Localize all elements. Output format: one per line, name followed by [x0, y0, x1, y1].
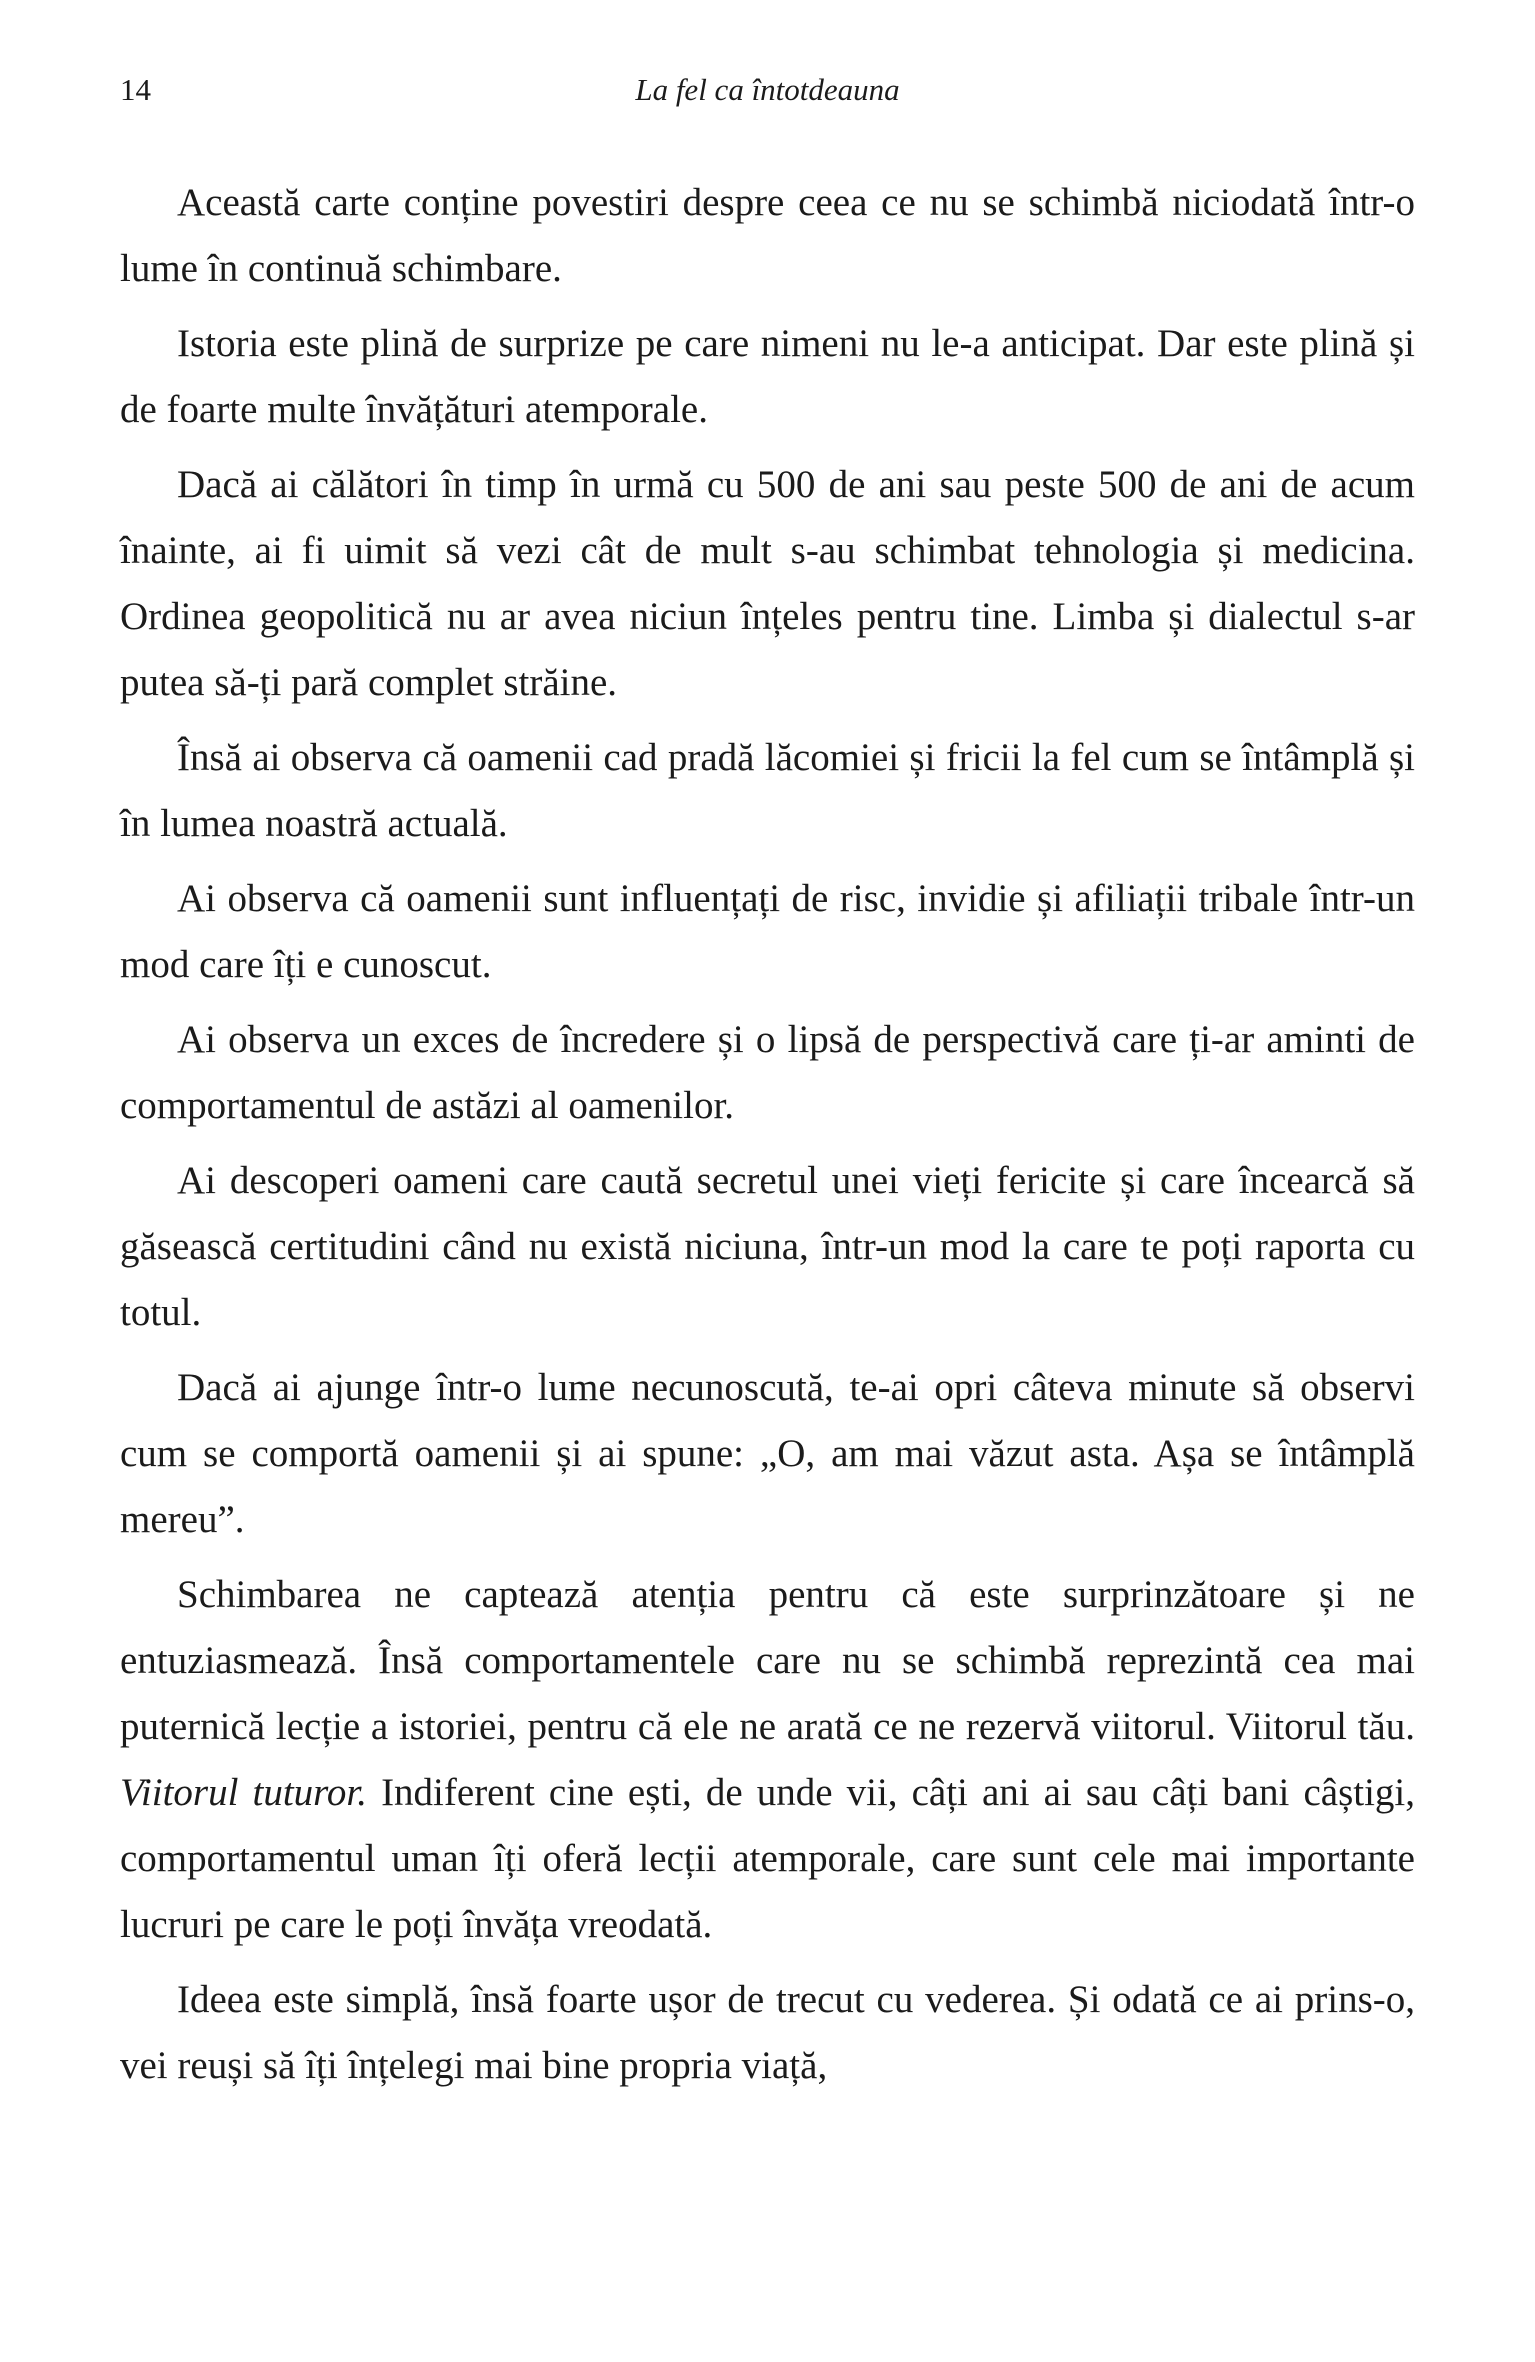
page-number: 14 [120, 72, 151, 107]
paragraph-text: Ideea este simplă, însă foarte ușor de trecut cu vederea. Și odată ce ai prins-o, vei reuși să îți înțelegi mai bine propria viață, [120, 1978, 1415, 2087]
paragraph [120, 1148, 1415, 1346]
paragraph-text: Schimbarea ne captează atenția pentru că este surprinzătoare și ne entuziasmează. Însă comportamentele care nu se schimbă reprezintă cea mai puternică lecție a istoriei, pentru că ele ne arată ce ne rezervă viitorul. Viitorul tău. [120, 1573, 1415, 1748]
paragraph-text: Ai descoperi oameni care caută secretul unei vieți fericite și care încearcă să găsească certitudini când nu există niciuna, într-un mod la care te poți raporta cu totul. [120, 1159, 1415, 1334]
paragraph [120, 1007, 1415, 1139]
paragraph [120, 866, 1415, 998]
paragraph [120, 1967, 1415, 2099]
paragraph-text: Ai observa că oamenii sunt influențați de risc, invidie și afiliații tribale într-un mod care îți e cunoscut. [120, 877, 1415, 986]
paragraph-text: Dacă ai călători în timp în urmă cu 500 de ani sau peste 500 de ani de acum înainte, ai fi uimit să vezi cât de mult s-au schimbat tehnologia și medicina. Ordinea geopolitică nu ar avea niciun înțeles pentru tine. Limba și dialectul s-ar putea să-ți pară complet străine. [120, 463, 1415, 704]
page-header [120, 68, 1415, 112]
paragraph-text: Indiferent cine ești, de unde vii, câți ani ai sau câți bani câștigi, comportamentul uman îți oferă lecții atemporale, care sunt cele mai importante lucruri pe care le poți învăța vreodată. [120, 1771, 1416, 1946]
paragraph-text: Istoria este plină de surprize pe care nimeni nu le-a anticipat. Dar este plină și de foarte multe învățături atemporale. [120, 322, 1415, 431]
paragraph-text: Însă ai observa că oamenii cad pradă lăcomiei și fricii la fel cum se întâmplă și în lumea noastră actuală. [120, 736, 1415, 845]
paragraph-text: Dacă ai ajunge într-o lume necunoscută, te-ai opri câteva minute să observi cum se comportă oamenii și ai spune: „O, am mai văzut asta. Așa se întâmplă mereu”. [120, 1366, 1415, 1541]
paragraph [120, 1562, 1415, 1958]
paragraph-text: Această carte conține povestiri despre ceea ce nu se schimbă niciodată într-o lume în continuă schimbare. [120, 181, 1415, 290]
paragraph [120, 452, 1415, 716]
paragraph [120, 1355, 1415, 1553]
paragraph [120, 311, 1415, 443]
running-title: La fel ca întotdeauna [635, 72, 900, 107]
paragraph [120, 170, 1415, 302]
paragraph-text-italic: Viitorul tuturor. [120, 1771, 368, 1814]
body-text [120, 170, 1415, 2099]
paragraph [120, 725, 1415, 857]
paragraph-text: Ai observa un exces de încredere și o lipsă de perspectivă care ți-ar aminti de comportamentul de astăzi al oamenilor. [120, 1018, 1415, 1127]
